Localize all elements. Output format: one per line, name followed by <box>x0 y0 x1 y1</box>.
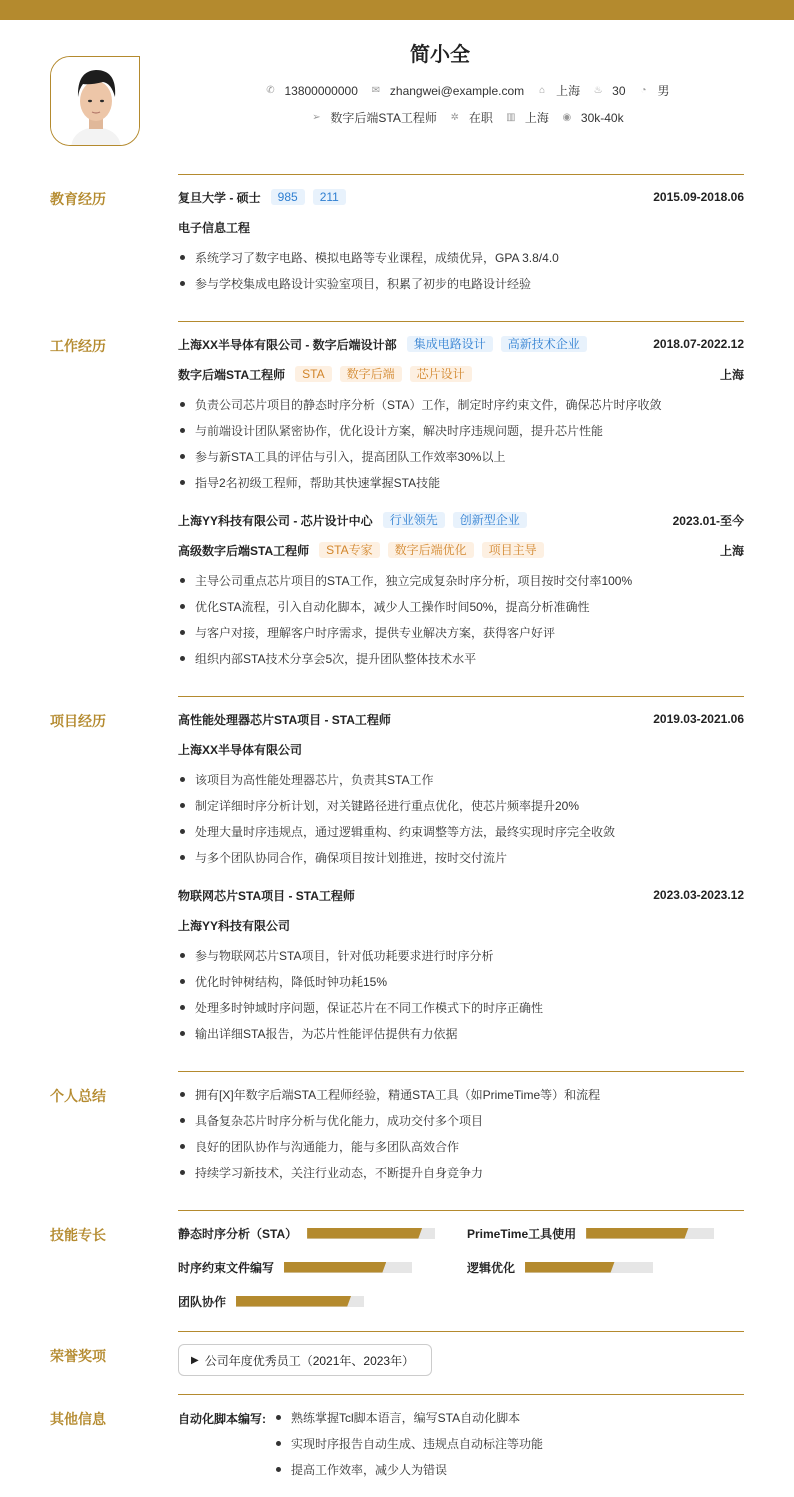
list-item: 该项目为高性能处理器芯片，负责其STA工作 <box>178 770 744 788</box>
list-item: 制定详细时序分析计划，对关键路径进行重点优化，使芯片频率提升20% <box>178 796 744 814</box>
skill-item <box>178 1224 435 1242</box>
education-header <box>178 188 744 206</box>
section-title-other: 其他信息 <box>50 1411 106 1427</box>
skill-item <box>467 1258 653 1276</box>
list-item: 拥有[X]年数字后端STA工程师经验，精通STA工具（如PrimeTime等）和流程 <box>178 1085 744 1103</box>
job-intent-row <box>140 109 794 126</box>
skill-name: 时序约束文件编写 <box>178 1260 275 1275</box>
project-title-row <box>178 710 744 728</box>
list-item: 与客户对接，理解客户时序需求，提供专业解决方案，获得客户好评 <box>178 623 744 641</box>
company-name: 上海YY科技有限公司 - 芯片设计中心 <box>178 513 373 528</box>
company-tag: 集成电路设计 <box>407 336 493 352</box>
skill-item <box>178 1258 412 1276</box>
major: 电子信息工程 <box>178 220 251 235</box>
email-item <box>370 84 524 98</box>
list-item: 具备复杂芯片时序分析与优化能力，成功交付多个项目 <box>178 1111 744 1129</box>
school-tag: 211 <box>313 189 346 205</box>
skill-bar <box>284 1262 412 1273</box>
other-label: 自动化脚本编写: <box>178 1412 266 1426</box>
role-tag: 项目主导 <box>482 542 544 558</box>
send-icon: ➢ <box>312 111 321 123</box>
list-item: 与多个团队协同合作，确保项目按计划推进，按时交付流片 <box>178 848 744 866</box>
project-title: 高性能处理器芯片STA项目 - STA工程师 <box>178 712 391 727</box>
loading-icon: ✲ <box>450 111 460 123</box>
contact-row <box>140 82 794 99</box>
project-company: 上海XX半导体有限公司 <box>178 742 303 757</box>
project-date: 2019.03-2021.06 <box>653 712 744 726</box>
gender-item <box>638 82 670 99</box>
skill-name: 团队协作 <box>178 1294 227 1309</box>
skill-name: 逻辑优化 <box>467 1260 516 1275</box>
section-title-summary: 个人总结 <box>50 1088 106 1104</box>
city-text: 上海 <box>556 84 581 98</box>
role-tag: STA <box>295 366 331 382</box>
gender-icon: ◔ <box>640 84 647 96</box>
project-company-row <box>178 916 744 934</box>
list-item: 处理大量时序违规点，通过逻辑重构、约束调整等方法，最终实现时序完全收敛 <box>178 822 744 840</box>
phone-text: 13800000000 <box>284 83 358 98</box>
city-item <box>536 82 580 99</box>
role-name: 高级数字后端STA工程师 <box>178 543 310 558</box>
major-row <box>178 218 744 236</box>
list-item: 熟练掌握Tcl脚本语言，编写STA自动化脚本 <box>274 1408 744 1426</box>
role-tag: 数字后端 <box>340 366 402 382</box>
list-item: 组织内部STA技术分享会5次，提升团队整体技术水平 <box>178 649 744 667</box>
skill-bar-fill <box>307 1228 422 1239</box>
section-divider <box>178 1071 744 1072</box>
status-item <box>449 109 493 126</box>
gender-text: 男 <box>657 84 670 98</box>
skill-bar-fill <box>236 1296 351 1307</box>
role-tag: 芯片设计 <box>410 366 472 382</box>
age-text: 30 <box>612 83 626 98</box>
age-item <box>592 84 625 98</box>
section-divider <box>178 321 744 322</box>
mail-icon: ✉ <box>371 84 381 96</box>
project-company-row <box>178 740 744 758</box>
section-divider <box>178 696 744 697</box>
list-item: 指导2名初级工程师，帮助其快速掌握STA技能 <box>178 473 744 491</box>
avatar <box>50 56 140 146</box>
target-city-item <box>505 109 549 126</box>
skill-bar <box>586 1228 714 1239</box>
skill-item <box>178 1292 364 1310</box>
position-text: 数字后端STA工程师 <box>330 111 437 125</box>
email-text: zhangwei@example.com <box>389 83 525 98</box>
phone-icon: ✆ <box>266 84 275 96</box>
work-date: 2023.01-至今 <box>672 513 744 528</box>
project-date: 2023.03-2023.12 <box>653 888 744 902</box>
status-text: 在职 <box>468 111 493 125</box>
work-company-row <box>178 511 744 529</box>
company-name: 上海XX半导体有限公司 - 数字后端设计部 <box>178 337 397 352</box>
top-accent-bar <box>0 0 794 20</box>
list-item: 良好的团队协作与沟通能力，能与多团队高效合作 <box>178 1137 744 1155</box>
list-item: 优化STA流程，引入自动化脚本，减少人工操作时间50%，提高分析准确性 <box>178 597 744 615</box>
section-divider <box>178 174 744 175</box>
section-title-skills: 技能专长 <box>50 1227 106 1243</box>
list-item: 参与新STA工具的评估与引入，提高团队工作效率30%以上 <box>178 447 744 465</box>
project-title-row <box>178 886 744 904</box>
company-tag: 行业领先 <box>383 512 445 528</box>
section-divider <box>178 1331 744 1332</box>
section-divider <box>178 1210 744 1211</box>
list-item: 输出详细STA报告，为芯片性能评估提供有力依据 <box>178 1024 744 1042</box>
education-date: 2015.09-2018.06 <box>653 190 744 204</box>
skill-name: 静态时序分析（STA） <box>178 1226 298 1241</box>
project-company: 上海YY科技有限公司 <box>178 918 291 933</box>
section-divider <box>178 1394 744 1395</box>
work-location: 上海 <box>719 543 744 558</box>
list-item: 提高工作效率，减少人为错误 <box>274 1460 744 1478</box>
section-title-honors: 荣誉奖项 <box>50 1348 106 1364</box>
list-item: 主导公司重点芯片项目的STA工作，独立完成复杂时序分析，项目按时交付率100% <box>178 571 744 589</box>
company-tag: 创新型企业 <box>453 512 527 528</box>
list-item: 处理多时钟域时序问题，保证芯片在不同工作模式下的时序正确性 <box>178 998 744 1016</box>
honor-item[interactable] <box>178 1344 432 1376</box>
project-title: 物联网芯片STA项目 - STA工程师 <box>178 888 355 903</box>
target-city-text: 上海 <box>524 111 549 125</box>
list-item: 负责公司芯片项目的静态时序分析（STA）工作，制定时序约束文件，确保芯片时序收敛 <box>178 395 744 413</box>
triangle-right-icon: ▶ <box>191 1354 199 1366</box>
home-icon: ⌂ <box>539 84 546 96</box>
list-item: 实现时序报告自动生成、违规点自动标注等功能 <box>274 1434 744 1452</box>
phone-item <box>264 84 357 98</box>
role-tag: 数字后端优化 <box>388 542 474 558</box>
list-item: 与前端设计团队紧密协作，优化设计方案，解决时序违规问题，提升芯片性能 <box>178 421 744 439</box>
skill-name: PrimeTime工具使用 <box>467 1226 577 1241</box>
work-role-row <box>178 365 744 383</box>
section-title-projects: 项目经历 <box>50 713 106 729</box>
skill-bar-fill <box>284 1262 386 1273</box>
list-item: 持续学习新技术，关注行业动态，不断提升自身竞争力 <box>178 1163 744 1181</box>
honor-text: 公司年度优秀员工（2021年、2023年） <box>204 1353 415 1368</box>
skill-bar <box>525 1262 653 1273</box>
coin-icon: ◉ <box>562 111 572 123</box>
role-tag: STA专家 <box>319 542 379 558</box>
cake-icon: ♨ <box>593 84 603 96</box>
work-date: 2018.07-2022.12 <box>653 337 744 351</box>
list-item: 优化时钟树结构，降低时钟功耗15% <box>178 972 744 990</box>
building-icon: ▥ <box>506 111 516 123</box>
role-name: 数字后端STA工程师 <box>178 367 286 382</box>
list-item: 系统学习了数字电路、模拟电路等专业课程，成绩优异，GPA 3.8/4.0 <box>178 248 744 266</box>
candidate-name: 简小全 <box>410 44 470 66</box>
work-location: 上海 <box>719 367 744 382</box>
school-tag: 985 <box>271 189 305 205</box>
skill-bar <box>307 1228 435 1239</box>
salary-text: 30k-40k <box>580 110 624 125</box>
list-item: 参与物联网芯片STA项目，针对低功耗要求进行时序分析 <box>178 946 744 964</box>
work-company-row <box>178 335 744 353</box>
work-role-row <box>178 541 744 559</box>
school-name: 复旦大学 - 硕士 <box>178 190 261 205</box>
section-title-work: 工作经历 <box>50 338 106 354</box>
skill-item <box>467 1224 714 1242</box>
skill-bar <box>236 1296 364 1307</box>
salary-item <box>561 111 624 125</box>
skill-bar-fill <box>586 1228 688 1239</box>
section-title-education: 教育经历 <box>50 191 106 207</box>
skill-bar-fill <box>525 1262 615 1273</box>
company-tag: 高新技术企业 <box>501 336 587 352</box>
position-item <box>310 109 436 126</box>
list-item: 参与学校集成电路设计实验室项目，积累了初步的电路设计经验 <box>178 274 744 292</box>
